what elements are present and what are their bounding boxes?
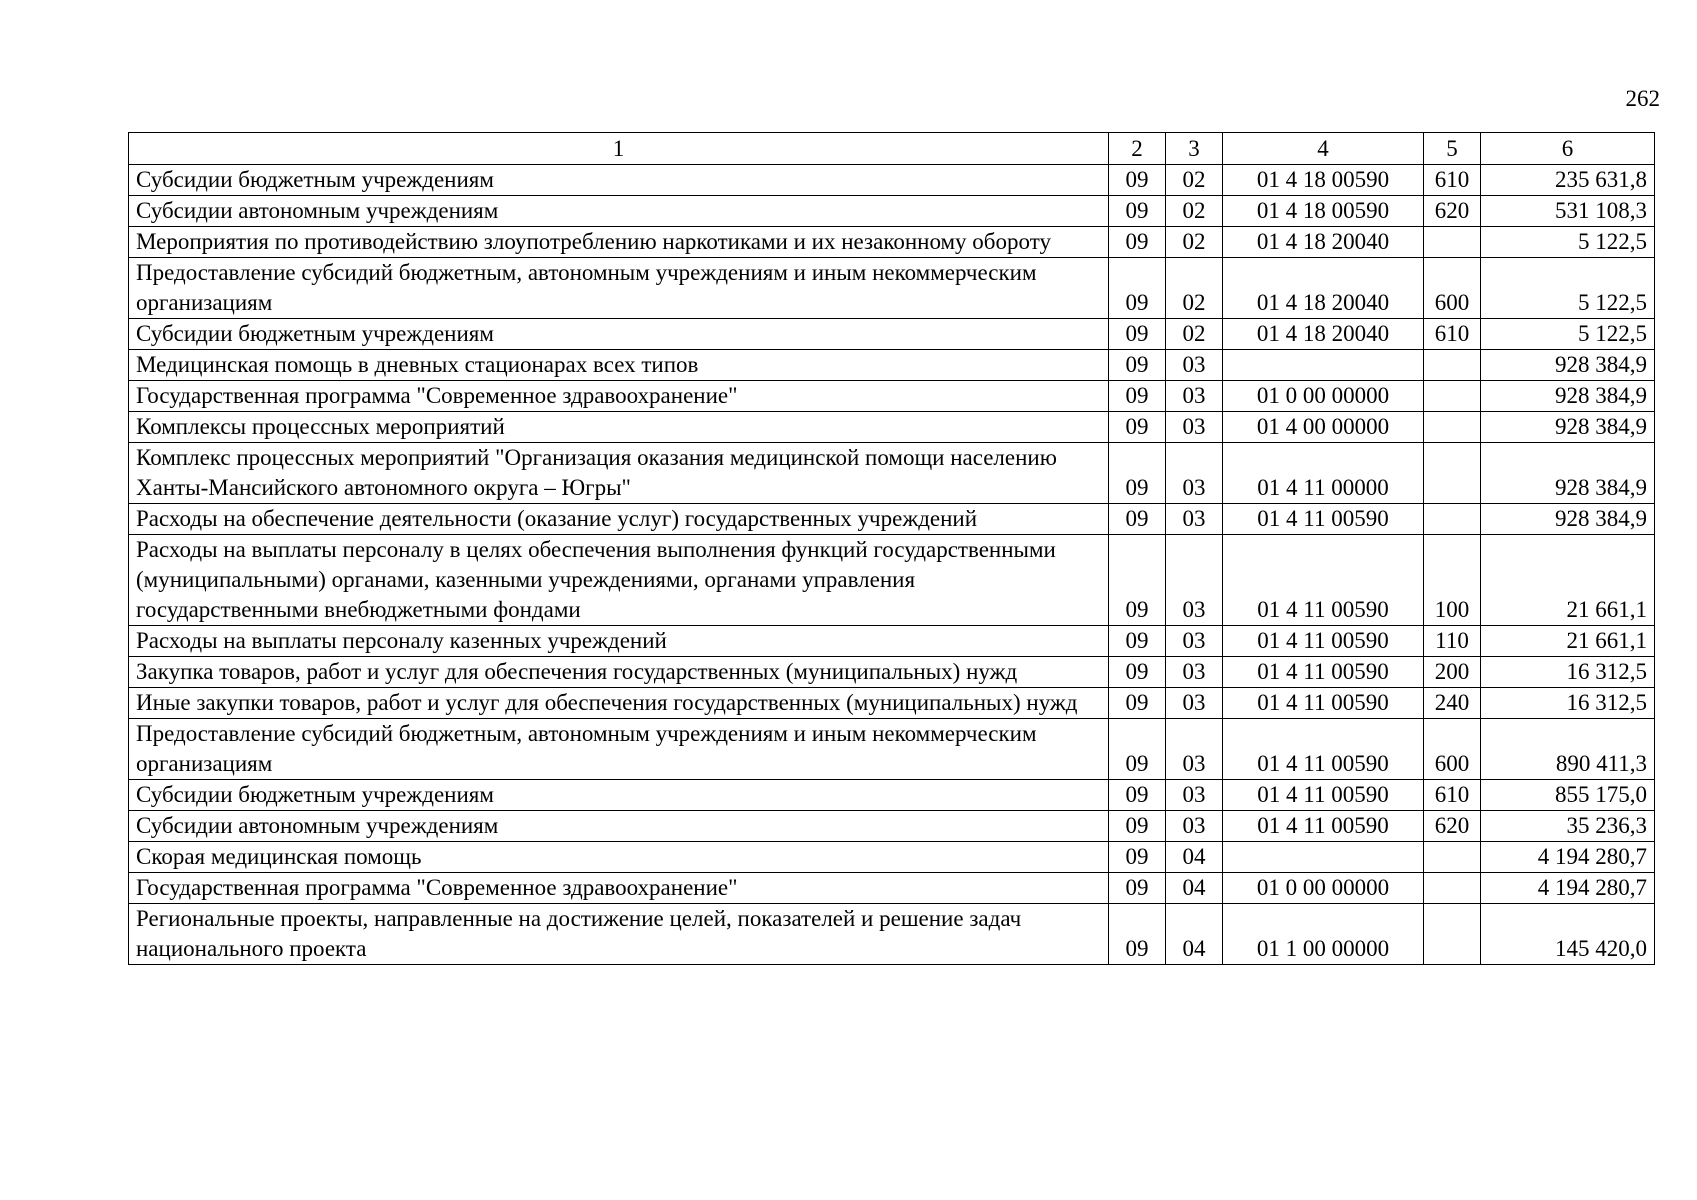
table-row <box>129 719 1655 780</box>
subsection-code: 03 <box>1166 381 1223 412</box>
amount: 5 122,5 <box>1481 258 1655 319</box>
section-code: 09 <box>1109 657 1166 688</box>
amount: 235 631,8 <box>1481 165 1655 196</box>
table-row <box>129 443 1655 504</box>
expense-type-code: 110 <box>1424 626 1481 657</box>
expense-type-code <box>1424 842 1481 873</box>
budget-table <box>128 132 1655 965</box>
row-label: Субсидии автономным учреждениям <box>129 196 1109 227</box>
table-body <box>129 165 1655 965</box>
table-row <box>129 504 1655 535</box>
target-article-code: 01 4 11 00000 <box>1223 443 1424 504</box>
subsection-code: 03 <box>1166 811 1223 842</box>
amount: 16 312,5 <box>1481 657 1655 688</box>
subsection-code: 02 <box>1166 165 1223 196</box>
target-article-code: 01 4 11 00590 <box>1223 780 1424 811</box>
row-label: Закупка товаров, работ и услуг для обеспечения государственных (муниципальных) нужд <box>129 657 1109 688</box>
expense-type-code <box>1424 873 1481 904</box>
subsection-code: 04 <box>1166 904 1223 965</box>
target-article-code: 01 0 00 00000 <box>1223 873 1424 904</box>
amount: 145 420,0 <box>1481 904 1655 965</box>
target-article-code: 01 4 18 20040 <box>1223 258 1424 319</box>
row-label: Субсидии бюджетным учреждениям <box>129 319 1109 350</box>
section-code: 09 <box>1109 504 1166 535</box>
target-article-code: 01 4 11 00590 <box>1223 811 1424 842</box>
table-row <box>129 842 1655 873</box>
target-article-code: 01 4 11 00590 <box>1223 626 1424 657</box>
section-code: 09 <box>1109 350 1166 381</box>
table-row <box>129 904 1655 965</box>
section-code: 09 <box>1109 842 1166 873</box>
section-code: 09 <box>1109 811 1166 842</box>
amount: 5 122,5 <box>1481 319 1655 350</box>
table-row <box>129 381 1655 412</box>
table-row <box>129 196 1655 227</box>
table-row <box>129 412 1655 443</box>
target-article-code: 01 1 00 00000 <box>1223 904 1424 965</box>
subsection-code: 02 <box>1166 258 1223 319</box>
row-label: Субсидии автономным учреждениям <box>129 811 1109 842</box>
row-label: Предоставление субсидий бюджетным, автономным учреждениям и иным некоммерческим организациям <box>129 258 1109 319</box>
subsection-code: 03 <box>1166 780 1223 811</box>
amount: 928 384,9 <box>1481 350 1655 381</box>
header-col-2: 2 <box>1109 133 1166 165</box>
section-code: 09 <box>1109 319 1166 350</box>
amount: 855 175,0 <box>1481 780 1655 811</box>
table-row <box>129 350 1655 381</box>
expense-type-code <box>1424 350 1481 381</box>
section-code: 09 <box>1109 412 1166 443</box>
subsection-code: 03 <box>1166 688 1223 719</box>
target-article-code <box>1223 842 1424 873</box>
section-code: 09 <box>1109 381 1166 412</box>
section-code: 09 <box>1109 165 1166 196</box>
target-article-code: 01 4 11 00590 <box>1223 535 1424 626</box>
row-label: Мероприятия по противодействию злоупотреблению наркотиками и их незаконному обороту <box>129 227 1109 258</box>
table-row <box>129 873 1655 904</box>
expense-type-code <box>1424 904 1481 965</box>
row-label: Расходы на обеспечение деятельности (оказание услуг) государственных учреждений <box>129 504 1109 535</box>
subsection-code: 02 <box>1166 319 1223 350</box>
expense-type-code: 600 <box>1424 258 1481 319</box>
row-label: Государственная программа "Современное здравоохранение" <box>129 873 1109 904</box>
target-article-code: 01 4 00 00000 <box>1223 412 1424 443</box>
amount: 928 384,9 <box>1481 443 1655 504</box>
amount: 531 108,3 <box>1481 196 1655 227</box>
target-article-code: 01 4 18 20040 <box>1223 319 1424 350</box>
section-code: 09 <box>1109 227 1166 258</box>
header-col-1: 1 <box>129 133 1109 165</box>
section-code: 09 <box>1109 873 1166 904</box>
row-label: Субсидии бюджетным учреждениям <box>129 780 1109 811</box>
expense-type-code <box>1424 504 1481 535</box>
expense-type-code: 620 <box>1424 811 1481 842</box>
target-article-code: 01 4 11 00590 <box>1223 719 1424 780</box>
expense-type-code: 100 <box>1424 535 1481 626</box>
target-article-code: 01 4 18 20040 <box>1223 227 1424 258</box>
row-label: Государственная программа "Современное здравоохранение" <box>129 381 1109 412</box>
table-row <box>129 688 1655 719</box>
page-number: 262 <box>1625 86 1660 111</box>
expense-type-code <box>1424 227 1481 258</box>
table-row <box>129 319 1655 350</box>
table-row <box>129 227 1655 258</box>
target-article-code: 01 4 11 00590 <box>1223 688 1424 719</box>
amount: 4 194 280,7 <box>1481 873 1655 904</box>
header-col-5: 5 <box>1424 133 1481 165</box>
section-code: 09 <box>1109 719 1166 780</box>
expense-type-code <box>1424 381 1481 412</box>
table-row <box>129 165 1655 196</box>
subsection-code: 03 <box>1166 626 1223 657</box>
section-code: 09 <box>1109 258 1166 319</box>
section-code: 09 <box>1109 196 1166 227</box>
row-label: Субсидии бюджетным учреждениям <box>129 165 1109 196</box>
expense-type-code <box>1424 412 1481 443</box>
expense-type-code: 600 <box>1424 719 1481 780</box>
table-row <box>129 780 1655 811</box>
subsection-code: 03 <box>1166 719 1223 780</box>
row-label: Предоставление субсидий бюджетным, автономным учреждениям и иным некоммерческим организациям <box>129 719 1109 780</box>
amount: 928 384,9 <box>1481 504 1655 535</box>
section-code: 09 <box>1109 904 1166 965</box>
amount: 928 384,9 <box>1481 381 1655 412</box>
expense-type-code: 240 <box>1424 688 1481 719</box>
target-article-code: 01 4 11 00590 <box>1223 657 1424 688</box>
row-label: Расходы на выплаты персоналу казенных учреждений <box>129 626 1109 657</box>
header-col-6: 6 <box>1481 133 1655 165</box>
amount: 21 661,1 <box>1481 626 1655 657</box>
subsection-code: 03 <box>1166 504 1223 535</box>
row-label: Расходы на выплаты персоналу в целях обеспечения выполнения функций государственными (муниципальными) органами, казенными учреждениями, органами управления государственными внебюджетными фондами <box>129 535 1109 626</box>
header-col-4: 4 <box>1223 133 1424 165</box>
target-article-code: 01 4 18 00590 <box>1223 196 1424 227</box>
amount: 35 236,3 <box>1481 811 1655 842</box>
amount: 21 661,1 <box>1481 535 1655 626</box>
table-row <box>129 657 1655 688</box>
target-article-code <box>1223 350 1424 381</box>
table-row <box>129 626 1655 657</box>
section-code: 09 <box>1109 535 1166 626</box>
amount: 5 122,5 <box>1481 227 1655 258</box>
subsection-code: 03 <box>1166 443 1223 504</box>
table-row <box>129 811 1655 842</box>
subsection-code: 02 <box>1166 227 1223 258</box>
section-code: 09 <box>1109 780 1166 811</box>
expense-type-code: 620 <box>1424 196 1481 227</box>
expense-type-code: 610 <box>1424 319 1481 350</box>
section-code: 09 <box>1109 626 1166 657</box>
target-article-code: 01 4 18 00590 <box>1223 165 1424 196</box>
expense-type-code: 610 <box>1424 165 1481 196</box>
expense-type-code: 610 <box>1424 780 1481 811</box>
table-row <box>129 258 1655 319</box>
header-row <box>129 133 1655 165</box>
section-code: 09 <box>1109 443 1166 504</box>
subsection-code: 04 <box>1166 842 1223 873</box>
subsection-code: 02 <box>1166 196 1223 227</box>
subsection-code: 03 <box>1166 350 1223 381</box>
expense-type-code <box>1424 443 1481 504</box>
row-label: Медицинская помощь в дневных стационарах всех типов <box>129 350 1109 381</box>
subsection-code: 04 <box>1166 873 1223 904</box>
subsection-code: 03 <box>1166 412 1223 443</box>
amount: 928 384,9 <box>1481 412 1655 443</box>
row-label: Скорая медицинская помощь <box>129 842 1109 873</box>
amount: 16 312,5 <box>1481 688 1655 719</box>
row-label: Иные закупки товаров, работ и услуг для обеспечения государственных (муниципальных) нужд <box>129 688 1109 719</box>
subsection-code: 03 <box>1166 657 1223 688</box>
amount: 890 411,3 <box>1481 719 1655 780</box>
table-row <box>129 535 1655 626</box>
header-col-3: 3 <box>1166 133 1223 165</box>
target-article-code: 01 0 00 00000 <box>1223 381 1424 412</box>
target-article-code: 01 4 11 00590 <box>1223 504 1424 535</box>
subsection-code: 03 <box>1166 535 1223 626</box>
section-code: 09 <box>1109 688 1166 719</box>
row-label: Комплекс процессных мероприятий "Организация оказания медицинской помощи населению Ханты-Мансийского автономного округа – Югры" <box>129 443 1109 504</box>
expense-type-code: 200 <box>1424 657 1481 688</box>
row-label: Региональные проекты, направленные на достижение целей, показателей и решение задач национального проекта <box>129 904 1109 965</box>
row-label: Комплексы процессных мероприятий <box>129 412 1109 443</box>
amount: 4 194 280,7 <box>1481 842 1655 873</box>
